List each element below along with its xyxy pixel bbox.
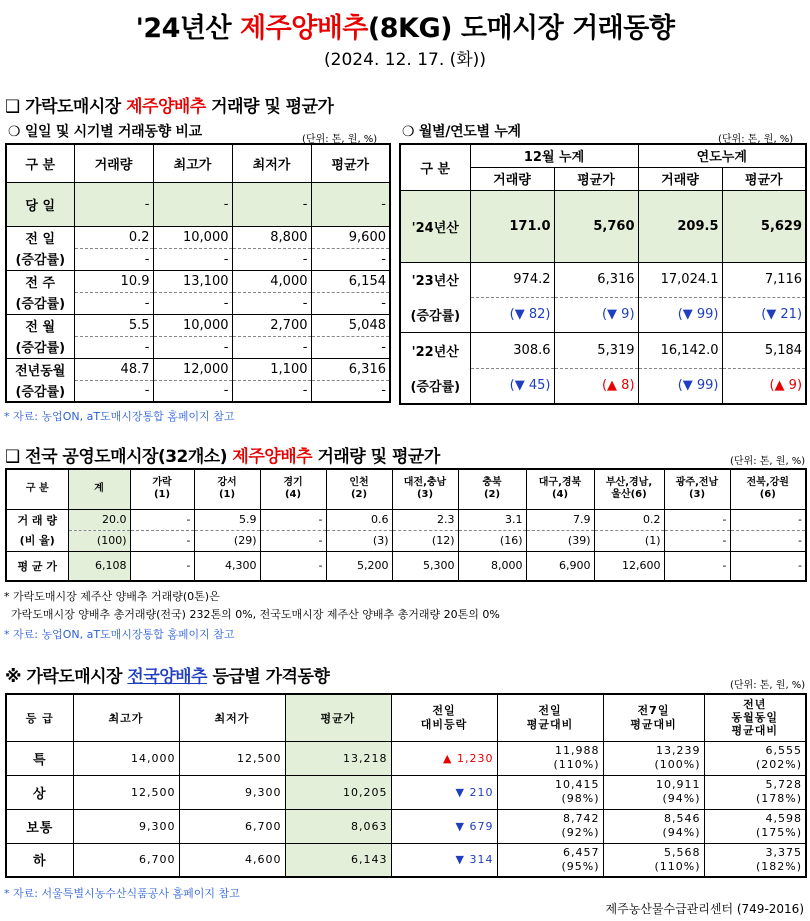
daily-row-prev-week	[6, 270, 390, 292]
cum-row-2023	[400, 262, 806, 297]
cell: (39)	[526, 530, 594, 551]
daily-row-prev-day-change	[6, 248, 390, 270]
daily-row-prev-month	[6, 314, 390, 336]
nat-header-jeonbuk: 전북,강원 (6)	[730, 469, 806, 509]
cell: -	[664, 530, 730, 551]
cell: 5,629	[722, 190, 806, 262]
cell: 6,316	[554, 262, 638, 297]
cell: 2,700	[232, 314, 311, 336]
cell: -	[311, 248, 390, 270]
footer-org: 제주농산물수급관리센터 (749-2016)	[605, 902, 804, 916]
cell: -	[730, 509, 806, 530]
grade-label: 보통	[6, 809, 73, 843]
cell: -	[664, 551, 730, 581]
cell: 5.5	[74, 314, 153, 336]
grade-row-low	[6, 843, 806, 877]
cell: 5,319	[554, 332, 638, 368]
cell: -	[232, 380, 311, 402]
cell: (▼ 82)	[470, 297, 554, 332]
row-label: '23년산	[400, 262, 470, 297]
cumulative-table	[399, 143, 807, 405]
row-label: 전 월	[6, 314, 74, 336]
cell: 4,600	[179, 843, 285, 877]
cell: 10,205	[285, 775, 391, 809]
cell: 8,546 (94%)	[603, 809, 704, 843]
cell: -	[311, 336, 390, 358]
row-label: (증감률)	[400, 368, 470, 404]
cell: 5.9	[194, 509, 260, 530]
section2-title: ❑ 전국 공영도매시장(32개소) 제주양배추 거래량 및 평균가	[5, 447, 440, 467]
down-arrow-icon: ▼	[455, 785, 465, 799]
cell: 5,760	[554, 190, 638, 262]
change-cell: ▼ 210	[391, 775, 497, 809]
row-label: 전 일	[6, 226, 74, 248]
cell: -	[153, 182, 232, 226]
cell: 4,598 (175%)	[704, 809, 806, 843]
cell: 3.1	[458, 509, 526, 530]
cumulative-subtitle: ❍ 월별/연도별 누계	[402, 124, 521, 140]
cum-header-year: 연도누계	[638, 144, 806, 167]
cumulative-unit: (단위: 톤, 원, %)	[718, 134, 794, 145]
cell: -	[260, 530, 326, 551]
cell: 9,300	[73, 809, 179, 843]
cum-header-month-avg: 평균가	[554, 167, 638, 190]
cell: 1,100	[232, 358, 311, 380]
cell: (▲ 9)	[722, 368, 806, 404]
cell: -	[232, 182, 311, 226]
daily-row-prev-month-change	[6, 336, 390, 358]
row-label: 평 균 가	[6, 551, 68, 581]
cell: 6,457 (95%)	[497, 843, 603, 877]
daily-subtitle: ❍ 일일 및 시기별 거래동향 비교	[8, 124, 202, 140]
nat-header-gangseo: 강서 (1)	[194, 469, 260, 509]
cell: -	[232, 336, 311, 358]
cell: 5,200	[326, 551, 392, 581]
daily-row-prev-day	[6, 226, 390, 248]
section3-source: * 자료: 서울특별시농수산식품공사 홈페이지 참고	[4, 887, 240, 900]
daily-header-volume: 거래량	[74, 144, 153, 182]
cell: (▼ 45)	[470, 368, 554, 404]
row-label: 거 래 량	[6, 509, 68, 530]
nat-header-daejeon: 대전,충남 (3)	[392, 469, 458, 509]
cell: -	[130, 509, 194, 530]
grade-row-high	[6, 775, 806, 809]
cell: -	[74, 248, 153, 270]
nat-row-ratio	[6, 530, 806, 551]
cell: -	[664, 509, 730, 530]
row-label: (증감률)	[6, 336, 74, 358]
cell: 6,700	[73, 843, 179, 877]
cell: (▼ 99)	[638, 368, 722, 404]
cell: 13,218	[285, 741, 391, 775]
grade-header-high: 최고가	[73, 694, 179, 741]
grade-header-change: 전일 대비등락	[391, 694, 497, 741]
section1-source: * 자료: 농업ON, aT도매시장통합 홈페이지 참고	[4, 410, 235, 423]
cell: 5,568 (110%)	[603, 843, 704, 877]
cell: 12,000	[153, 358, 232, 380]
cell: 0.2	[594, 509, 664, 530]
cell: 8,000	[458, 551, 526, 581]
row-label: 당 일	[6, 182, 74, 226]
nat-header-gyeonggi: 경기 (4)	[260, 469, 326, 509]
cell: 0.6	[326, 509, 392, 530]
up-arrow-icon: ▲	[443, 751, 453, 765]
cell: (▼ 21)	[722, 297, 806, 332]
section2-note-2: 가락도매시장 양배추 총거래량(전국) 232톤의 0%, 전국도매시장 제주산 양배추 총거래량 20톤의 0%	[4, 608, 500, 621]
row-label: (증감률)	[6, 380, 74, 402]
cell: 209.5	[638, 190, 722, 262]
grade-label: 상	[6, 775, 73, 809]
cell: -	[232, 248, 311, 270]
cell: 14,000	[73, 741, 179, 775]
cell: 16,142.0	[638, 332, 722, 368]
section2-note-1: * 가락도매시장 제주산 양배추 거래량(0톤)은	[4, 590, 220, 603]
cell: -	[153, 292, 232, 314]
cell: 20.0	[68, 509, 130, 530]
nat-header-label: 구 분	[6, 469, 68, 509]
change-cell: ▲ 1,230	[391, 741, 497, 775]
grade-row-premium	[6, 741, 806, 775]
row-label: 전 주	[6, 270, 74, 292]
cell: 6,900	[526, 551, 594, 581]
down-arrow-icon: ▼	[455, 819, 465, 833]
cell: 0.2	[74, 226, 153, 248]
cell: 10.9	[74, 270, 153, 292]
cell: (29)	[194, 530, 260, 551]
cell: 12,600	[594, 551, 664, 581]
grade-row-normal	[6, 809, 806, 843]
cell: -	[74, 380, 153, 402]
nat-header-daegu: 대구,경북 (4)	[526, 469, 594, 509]
section1-title: ❑ 가락도매시장 제주양배추 거래량 및 평균가	[5, 97, 334, 117]
cell: 5,728 (178%)	[704, 775, 806, 809]
cell: 5,300	[392, 551, 458, 581]
national-table	[5, 468, 807, 582]
cell: (▲ 8)	[554, 368, 638, 404]
cell: -	[74, 182, 153, 226]
cell: (3)	[326, 530, 392, 551]
cell: 2.3	[392, 509, 458, 530]
row-label: (비 율)	[6, 530, 68, 551]
cell: (16)	[458, 530, 526, 551]
row-label: (증감률)	[6, 248, 74, 270]
row-label: (증감률)	[400, 297, 470, 332]
cell: -	[74, 292, 153, 314]
cell: -	[730, 530, 806, 551]
cell: 17,024.1	[638, 262, 722, 297]
cum-header-month: 12월 누계	[470, 144, 638, 167]
daily-header-high: 최고가	[153, 144, 232, 182]
cum-row-2023-change	[400, 297, 806, 332]
cell: -	[130, 551, 194, 581]
grade-header-avg: 평균가	[285, 694, 391, 741]
cell: -	[153, 336, 232, 358]
cell: 12,500	[179, 741, 285, 775]
cum-header-year-avg: 평균가	[722, 167, 806, 190]
grade-header-prev-year: 전년 동월동일 평균대비	[704, 694, 806, 741]
change-cell: ▼ 679	[391, 809, 497, 843]
cell: 10,415 (98%)	[497, 775, 603, 809]
cum-header-year-volume: 거래량	[638, 167, 722, 190]
cell: (100)	[68, 530, 130, 551]
cell: 4,000	[232, 270, 311, 292]
grade-header-prev-day: 전일 평균대비	[497, 694, 603, 741]
cell: 12,500	[73, 775, 179, 809]
cell: 6,316	[311, 358, 390, 380]
cell: 6,108	[68, 551, 130, 581]
cell: 8,742 (92%)	[497, 809, 603, 843]
cell: 6,143	[285, 843, 391, 877]
cum-row-2024	[400, 190, 806, 262]
section2-unit: (단위: 톤, 원, %)	[730, 456, 806, 467]
cum-header-label: 구 분	[400, 144, 470, 190]
nat-row-avg	[6, 551, 806, 581]
cell: (1)	[594, 530, 664, 551]
cell: -	[311, 182, 390, 226]
grade-header-prev-week: 전7일 평균대비	[603, 694, 704, 741]
grade-table	[5, 693, 807, 878]
cell: 13,239 (100%)	[603, 741, 704, 775]
cell: 5,048	[311, 314, 390, 336]
down-arrow-icon: ▼	[455, 853, 465, 867]
section3-title: ※ 가락도매시장 전국양배추 등급별 가격동향	[5, 667, 330, 687]
section3-unit: (단위: 톤, 원, %)	[730, 680, 806, 691]
cell: -	[260, 551, 326, 581]
cell: -	[130, 530, 194, 551]
cell: (▼ 9)	[554, 297, 638, 332]
cell: 10,000	[153, 314, 232, 336]
grade-label: 하	[6, 843, 73, 877]
cell: 9,300	[179, 775, 285, 809]
grade-header-grade: 등 급	[6, 694, 73, 741]
daily-header-avg: 평균가	[311, 144, 390, 182]
cell: 7,116	[722, 262, 806, 297]
grade-label: 특	[6, 741, 73, 775]
cum-row-2022-change	[400, 368, 806, 404]
cell: -	[74, 336, 153, 358]
nat-header-total: 계	[68, 469, 130, 509]
page-title: '24년산 제주양배추(8KG) 도매시장 거래동향	[135, 13, 675, 44]
cell: 8,063	[285, 809, 391, 843]
nat-header-chungbuk: 충북 (2)	[458, 469, 526, 509]
cell: -	[311, 380, 390, 402]
cell: (▼ 99)	[638, 297, 722, 332]
cell: -	[153, 380, 232, 402]
change-cell: ▼ 314	[391, 843, 497, 877]
cell: 6,154	[311, 270, 390, 292]
cell: (12)	[392, 530, 458, 551]
cell: 3,375 (182%)	[704, 843, 806, 877]
daily-header-low: 최저가	[232, 144, 311, 182]
daily-table	[5, 143, 391, 403]
daily-row-prev-year	[6, 358, 390, 380]
cell: 11,988 (110%)	[497, 741, 603, 775]
nat-header-garak: 가락 (1)	[130, 469, 194, 509]
cell: -	[232, 292, 311, 314]
row-label: (증감률)	[6, 292, 74, 314]
cell: -	[260, 509, 326, 530]
cell: 13,100	[153, 270, 232, 292]
nat-row-volume	[6, 509, 806, 530]
cell: 5,184	[722, 332, 806, 368]
daily-header-label: 구 분	[6, 144, 74, 182]
daily-row-prev-week-change	[6, 292, 390, 314]
report-date: (2024. 12. 17. (화))	[324, 50, 486, 70]
cell: 9,600	[311, 226, 390, 248]
daily-unit: (단위: 톤, 원, %)	[302, 134, 378, 145]
cell: 6,555 (202%)	[704, 741, 806, 775]
cell: 308.6	[470, 332, 554, 368]
daily-row-today	[6, 182, 390, 226]
cell: 4,300	[194, 551, 260, 581]
cum-row-2022	[400, 332, 806, 368]
cum-header-month-volume: 거래량	[470, 167, 554, 190]
cell: 7.9	[526, 509, 594, 530]
nat-header-gwangju: 광주,전남 (3)	[664, 469, 730, 509]
cell: -	[730, 551, 806, 581]
row-label: 전년동월	[6, 358, 74, 380]
nat-header-incheon: 인천 (2)	[326, 469, 392, 509]
grade-header-low: 최저가	[179, 694, 285, 741]
cell: 8,800	[232, 226, 311, 248]
cell: 974.2	[470, 262, 554, 297]
cell: 10,911 (94%)	[603, 775, 704, 809]
cell: 171.0	[470, 190, 554, 262]
row-label: '22년산	[400, 332, 470, 368]
cell: -	[153, 248, 232, 270]
nat-header-busan: 부산,경남, 울산(6)	[594, 469, 664, 509]
cell: 10,000	[153, 226, 232, 248]
cell: 6,700	[179, 809, 285, 843]
daily-row-prev-year-change	[6, 380, 390, 402]
cell: -	[311, 292, 390, 314]
section2-source: * 자료: 농업ON, aT도매시장통합 홈페이지 참고	[4, 628, 235, 641]
row-label: '24년산	[400, 190, 470, 262]
cell: 48.7	[74, 358, 153, 380]
